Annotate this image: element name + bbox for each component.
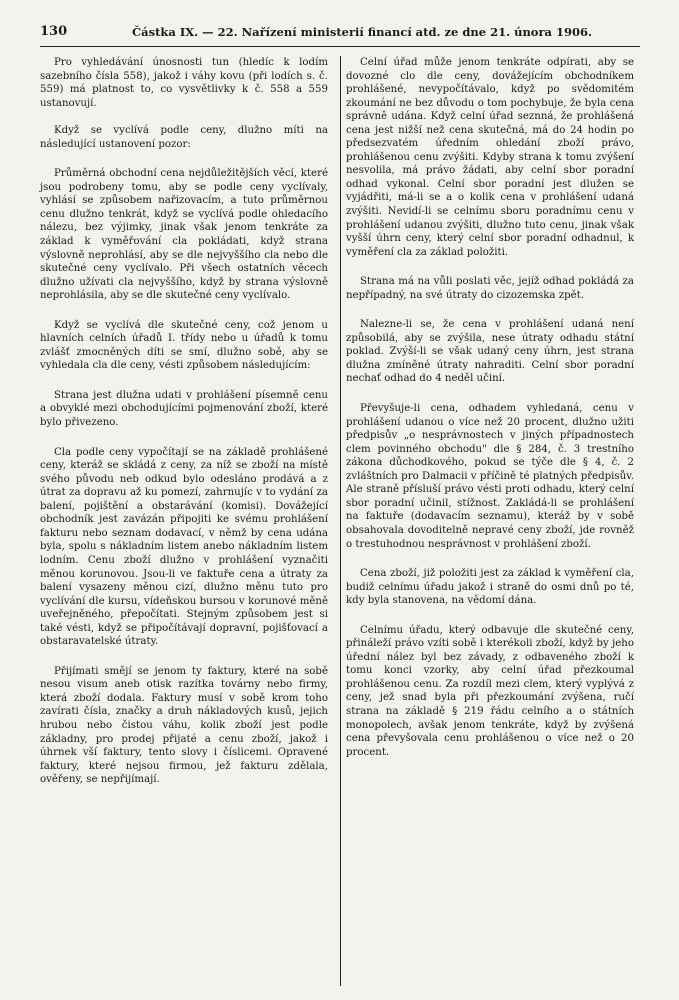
paragraph: Cena zboží, již položiti jest za základ k vyměření cla, budiž celnímu úřadu jakož i straně do osmi dnů po té, kdy byla stanovena, na vědomí dána.	[346, 568, 634, 607]
paragraph: Celnímu úřadu, který odbavuje dle skutečné ceny, přináleží právo vzíti sobě i kterékoli zboží, když by jeho úřední nález byl bez závady, z odbaveného zboží k tomu konci vzorky, aby celní úřad přezkoumal prohlášenou cenu. Za rozdíl mezi clem, který vyplývá z ceny, jež snad byla při přezkoumání zvýšena, ručí strana na základě § 219 řádu celního a o státních monopolech, avšak jenom tenkráte, když by zvýšená cena převyšovala cenu prohlášenou o více než o 20 procent.	[346, 624, 634, 758]
paragraph: Cla podle ceny vypočítají se na základě prohlášené ceny, kteráž se skládá z ceny, za níž se zboží na místě svého původu neb odkud bylo odesláno prodává a z útrat za dopravu až ku pomezí, zahrnujíc v to vydání za balení, pojištění a obstarávání (komisi). Dovážející obchodník jest zavázán připojiti ke svému prohlášení fakturu nebo seznam dodavací, v němž by cena udána byla, spolu s nákladním listem anebo nákladním listem lodním. Cenu zboží dlužno v prohlášení vyznačiti měnou korunovou. Jsou-li ve faktuře cena a útraty za balení vysazeny měnou cizí, dlužno měnu tuto pro vyclívání dle kursu, vídeňskou bursou v korunové měně uveřejněného, přepočítati. Stejným způsobem jest si také vésti, když se připočítávají dopravní, pojišťovací a obstaravatelské útraty.	[40, 446, 328, 648]
paragraph: Když se vyclívá dle skutečné ceny, což jenom u hlavních celních úřadů I. třídy nebo u úřadů k tomu zvlášť zmocněných díti se smí, dlužno sobě, aby se vyhledala cla dle ceny, vésti způsobem následujícím:	[40, 319, 328, 372]
paragraph: Pro vyhledávání únosnosti tun (hledíc k lodím sazebního čísla 558), jakož i váhy kovu (při lodích s. č. 559) má platnost to, co vysvětlivky k č. 558 a 559 ustanovují.	[40, 57, 328, 109]
paragraph: Celní úřad může jenom tenkráte odpírati, aby se dovozné clo dle ceny, dovážejícím obchodníkem prohlášené, nevypočítávalo, když po svědomitém zkoumání ne bez důvodu o tom pochybuje, že byla cena správně udána. Když celní úřad seznná, že prohlášená cena jest nižší než cena skutečná, má do 24 hodin po předsezvatém úředním ohledání zboží právo, prohlášenou cenu zvýšiti. Kdyby strana k tomu zvýšení nesvolila, má právo žádati, aby celní sbor poradní odhad vykonal. Celní sbor poradní jest dlužen se vyjádřiti, má-li se a o kolik cena v prohlášení udaná zvýšiti. Nevidí-li se celnímu sboru poradnímu cenu v prohlášení udanou zvýšiti, dlužno tuto cenu, jinak však vyšší úhrn ceny, který celní sbor poradní odhadnul, k vyměření cla za základ položiti.	[346, 57, 634, 258]
paragraph: Když se vyclívá podle ceny, dlužno míti na následující ustanovení pozor:	[40, 125, 328, 150]
paragraph: Převyšuje-li cena, odhadem vyhledaná, cenu v prohlášení udanou o více než 20 procent, dlužno užiti předpisův „o nesprávnostech v jiných případnostech clem povinného obchodu" dle § 284, č. 3 trestního zákona důchodkového, pokud se týče dle § 4, č. 2 zvláštních pro Dalmacii v příčině té platných předpisův. Ale straně přísluší právo vésti proti odhadu, který celní sbor poradní učinil, stížnost. Zakládá-li se prohlášení na faktuře (dodavacím seznamu), kteráž by v sobě obsahovala dovoditelně nepravé ceny zboží, jde rovněž o trestuhodnou nesprávnost v prohlášení zboží.	[346, 403, 634, 550]
paragraph: Strana jest dlužna udati v prohlášení písemně cenu a obvyklé mezi obchodujícími pojmenování zboží, které bylo přivezeno.	[40, 389, 328, 429]
column-divider	[340, 56, 341, 986]
page-header	[40, 24, 640, 42]
header-rule	[40, 46, 640, 47]
left-column	[40, 56, 328, 797]
paragraph: Nalezne-li se, že cena v prohlášení udaná není způsobilá, aby se zvýšila, nese útraty odhadu státní poklad. Zvýší-li se však udaný ceny úhrn, jest strana dlužna zmíněné útraty nahraditi. Celní sbor poradní nechať odhad do 4 neděl učiní.	[346, 319, 634, 385]
paragraph: Průměrná obchodní cena nejdůležitějších věcí, které jsou podrobeny tomu, aby se podle ceny vyclívaly, vyhlásí se způsobem nařizovacím, a tuto průměrnou cenu dlužno tenkrát, když se vyclívá podle ohledacího nálezu, bez výjimky, jinak však jenom tenkráte za základ k vyměřování cla pokládati, když strana výslovně neprohlásí, aby se dle nejvyššího cla nebo dle skutečné ceny vyclívalo. Při všech ostatních věcech dlužno užívati cla nejvyššího, když by strana výslovně neprohlásila, aby se dle skutečné ceny vyclívalo.	[40, 168, 328, 302]
running-title: Částka IX. — 22. Nařízení ministerií financí atd. ze dne 21. února 1906.	[132, 25, 592, 39]
paragraph: Strana má na vůli poslati věc, jejíž odhad pokládá za nepřípadný, na své útraty do cizozemska zpět.	[346, 276, 634, 301]
page-number: 130	[40, 24, 68, 39]
paragraph: Přijímati smějí se jenom ty faktury, které na sobě nesou visum aneb otisk razítka továrny nebo firmy, která zboží dodala. Faktury musí v sobě krom toho zavírati čísla, značky a druh nákladových kusů, jejich hrubou nebo čistou váhu, kolik zboží jest podle základny, pro prodej přijaté a cenu zboží, jakož i úhrnek vší faktury, tento slovy i číslicemi. Opravené faktury, které nejsou firmou, jež fakturu zdělala, ověřeny, se nepřijímají.	[40, 665, 328, 786]
right-column	[346, 56, 634, 769]
